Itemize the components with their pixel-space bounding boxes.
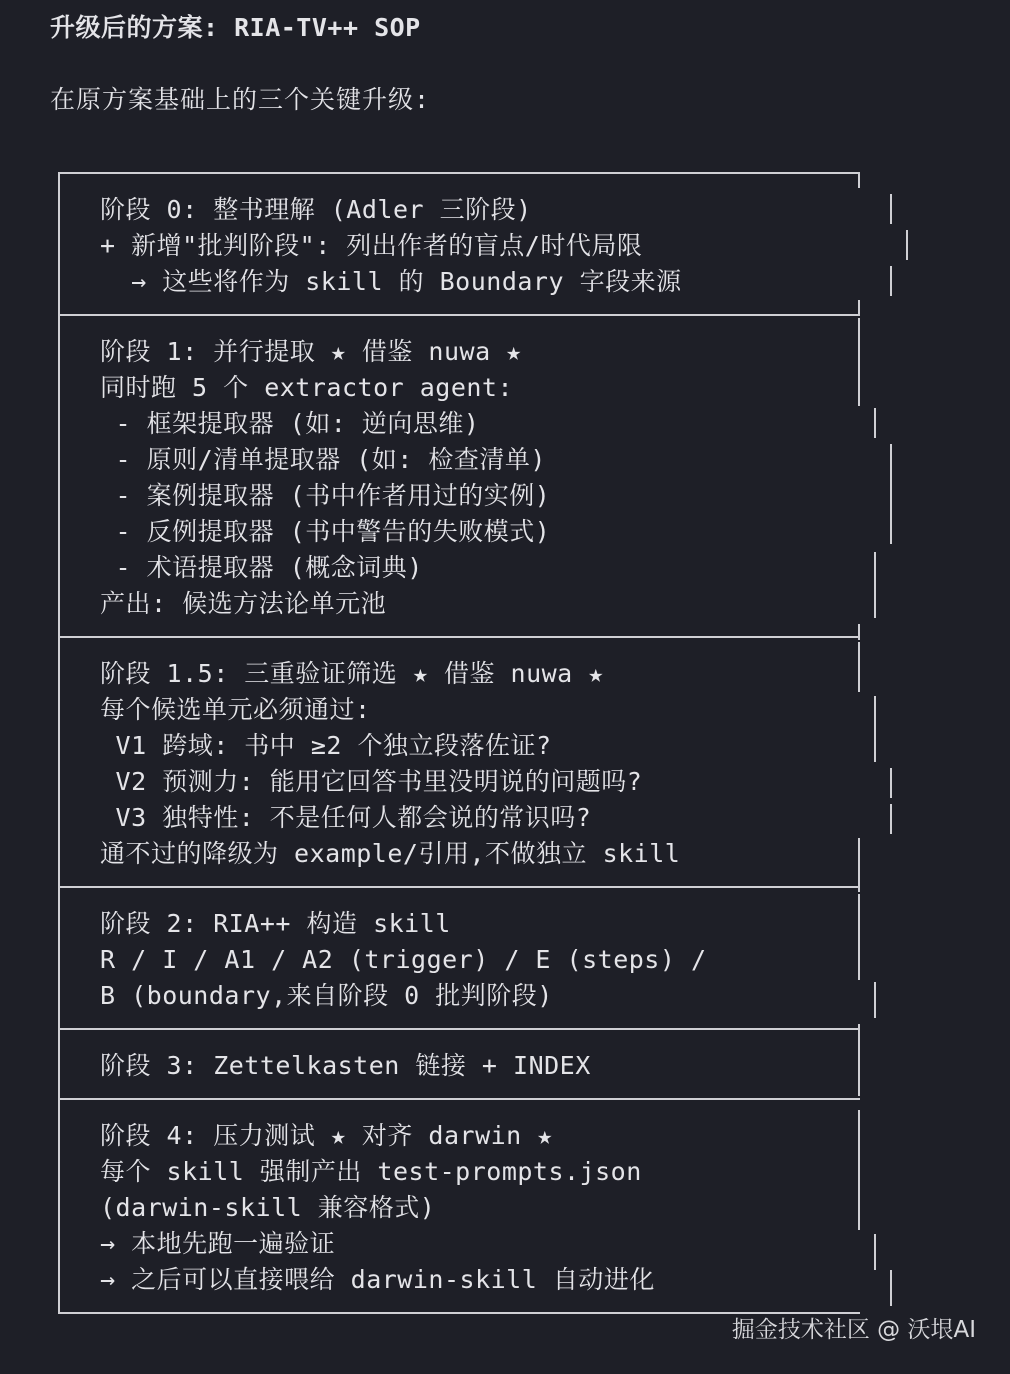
box-right-edge (874, 408, 876, 438)
stage-4-line: → 本地先跑一遍验证 (100, 1229, 336, 1258)
stage-0-line: + 新增"批判阶段": 列出作者的盲点/时代局限 (100, 231, 643, 260)
stage-4-line: 每个 skill 强制产出 test-prompts.json (100, 1157, 642, 1186)
stage-1-5-line: 每个候选单元必须通过: (100, 695, 371, 724)
box-right-edge (858, 318, 860, 406)
box-right-edge (858, 642, 860, 692)
stage-2-line: B (boundary,来自阶段 0 批判阶段) (100, 981, 553, 1010)
stage-1-5-title: 阶段 1.5: 三重验证筛选 ★ 借鉴 nuwa ★ (100, 659, 604, 688)
stage-4-box (60, 1098, 860, 1312)
stage-1-5-line: V3 独特性: 不是任何人都会说的常识吗? (100, 803, 592, 832)
box-right-edge (858, 300, 860, 316)
box-right-edge (874, 982, 876, 1018)
stage-1-5-line: V1 跨域: 书中 ≥2 个独立段落佐证? (100, 731, 552, 760)
stage-0-line: → 这些将作为 skill 的 Boundary 字段来源 (100, 267, 682, 296)
stage-1-line: 同时跑 5 个 extractor agent: (100, 373, 514, 402)
stage-3-box (60, 1028, 860, 1098)
stage-1-line: - 案例提取器 (书中作者用过的实例) (100, 481, 551, 510)
stage-1-line: - 反例提取器 (书中警告的失败模式) (100, 517, 551, 546)
stage-1-5-box (60, 636, 860, 886)
stage-1-5-line: V2 预测力: 能用它回答书里没明说的问题吗? (100, 767, 643, 796)
watermark: 掘金技术社区 @ 沃垠AI (731, 1317, 976, 1343)
box-right-edge (890, 266, 892, 296)
stage-table (58, 172, 860, 1314)
box-right-edge (858, 894, 860, 980)
intro-text: 在原方案基础上的三个关键升级: (50, 85, 431, 114)
stage-4-line: → 之后可以直接喂给 darwin-skill 自动进化 (100, 1265, 655, 1294)
stage-1-title: 阶段 1: 并行提取 ★ 借鉴 nuwa ★ (100, 337, 522, 366)
box-right-edge (890, 444, 892, 544)
box-right-edge (858, 624, 860, 640)
box-right-edge (890, 804, 892, 834)
stage-1-line: - 框架提取器 (如: 逆向思维) (100, 409, 480, 438)
stage-2-line: R / I / A1 / A2 (trigger) / E (steps) / (100, 945, 707, 974)
box-right-edge (890, 194, 892, 224)
stage-3-title: 阶段 3: Zettelkasten 链接 + INDEX (100, 1051, 591, 1080)
stage-1-line: - 术语提取器 (概念词典) (100, 553, 423, 582)
stage-4-title: 阶段 4: 压力测试 ★ 对齐 darwin ★ (100, 1121, 553, 1150)
stage-0-box (60, 172, 860, 314)
stage-0-title: 阶段 0: 整书理解 (Adler 三阶段) (100, 195, 532, 224)
box-right-edge (858, 838, 860, 892)
box-right-edge (858, 1024, 860, 1096)
page-title: 升级后的方案: RIA-TV++ SOP (50, 13, 421, 42)
box-right-edge (906, 230, 908, 260)
box-right-edge (890, 768, 892, 798)
stage-1-5-line: 通不过的降级为 example/引用,不做独立 skill (100, 839, 681, 868)
stage-1-line: 产出: 候选方法论单元池 (100, 589, 387, 618)
box-right-edge (874, 696, 876, 762)
stage-2-box (60, 886, 860, 1028)
stage-1-line: - 原则/清单提取器 (如: 检查清单) (100, 445, 546, 474)
box-right-edge (874, 552, 876, 618)
box-right-edge (874, 1234, 876, 1270)
box-right-edge (858, 1110, 860, 1230)
stage-4-line: (darwin-skill 兼容格式) (100, 1193, 436, 1222)
stage-2-title: 阶段 2: RIA++ 构造 skill (100, 909, 451, 938)
box-right-edge (858, 172, 860, 188)
stage-1-box (60, 314, 860, 636)
box-right-edge (890, 1270, 892, 1306)
